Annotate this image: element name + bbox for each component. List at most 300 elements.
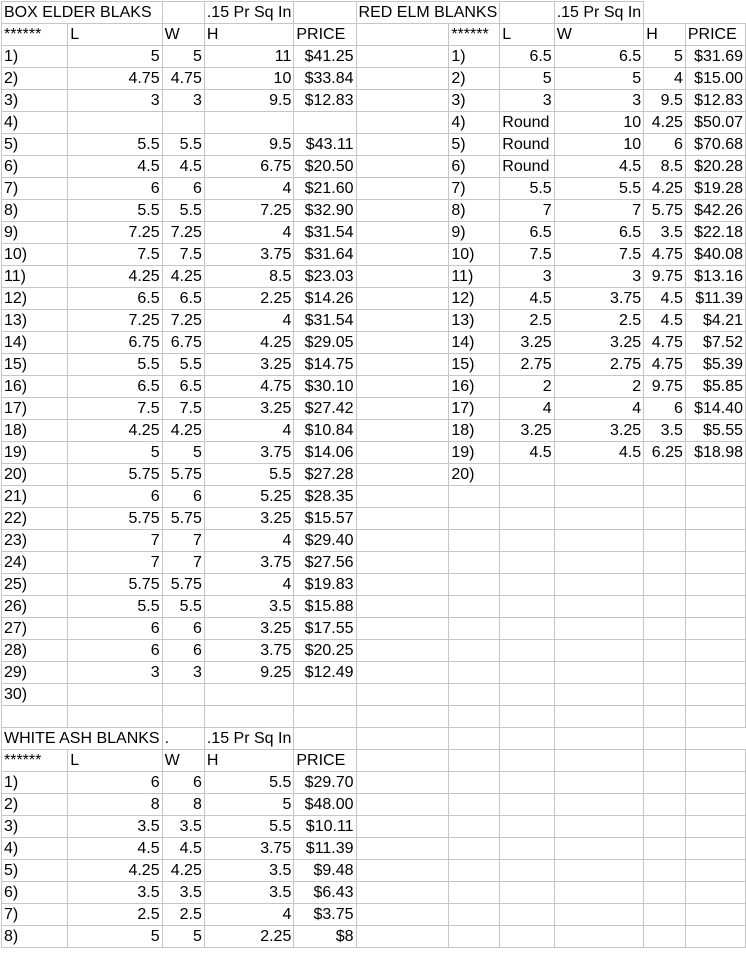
height-value[interactable]: 5.5: [204, 772, 294, 794]
rate-label[interactable]: .15 Pr Sq In: [204, 728, 294, 750]
price-value[interactable]: [294, 112, 356, 134]
row-number[interactable]: 29): [2, 662, 68, 684]
height-value[interactable]: 3.25: [204, 398, 294, 420]
row-number[interactable]: 17): [2, 398, 68, 420]
height-value[interactable]: 4.25: [204, 332, 294, 354]
section-dot[interactable]: .: [162, 728, 204, 750]
length-value[interactable]: 3.25: [500, 420, 554, 442]
empty-cell[interactable]: [685, 794, 745, 816]
empty-cell[interactable]: [449, 772, 500, 794]
width-value[interactable]: 5.5: [162, 354, 204, 376]
price-value[interactable]: $33.84: [294, 68, 356, 90]
width-value[interactable]: 6.5: [162, 376, 204, 398]
row-number[interactable]: 18): [449, 420, 500, 442]
width-value[interactable]: 6: [162, 618, 204, 640]
length-value[interactable]: Round: [500, 156, 554, 178]
length-value[interactable]: 5.75: [68, 464, 162, 486]
empty-cell[interactable]: [449, 904, 500, 926]
section-title[interactable]: BOX ELDER BLAKS: [2, 2, 163, 24]
price-value[interactable]: $23.03: [294, 266, 356, 288]
row-number[interactable]: 16): [449, 376, 500, 398]
empty-cell[interactable]: [554, 574, 644, 596]
width-value[interactable]: 3.25: [554, 420, 644, 442]
empty-cell[interactable]: [644, 640, 686, 662]
column-header-price[interactable]: PRICE: [685, 24, 745, 46]
row-number[interactable]: 4): [2, 838, 68, 860]
row-number[interactable]: 7): [449, 178, 500, 200]
row-number[interactable]: 12): [449, 288, 500, 310]
row-number[interactable]: 14): [2, 332, 68, 354]
width-value[interactable]: 6.5: [554, 46, 644, 68]
length-value[interactable]: [500, 464, 554, 486]
height-value[interactable]: 9.75: [644, 376, 686, 398]
empty-cell[interactable]: [449, 816, 500, 838]
height-value[interactable]: 11: [204, 46, 294, 68]
price-value[interactable]: $20.50: [294, 156, 356, 178]
price-value[interactable]: $30.10: [294, 376, 356, 398]
height-value[interactable]: 9.25: [204, 662, 294, 684]
empty-cell[interactable]: [554, 816, 644, 838]
empty-cell[interactable]: [356, 354, 449, 376]
length-value[interactable]: 5.5: [68, 134, 162, 156]
width-value[interactable]: [162, 112, 204, 134]
empty-cell[interactable]: [449, 508, 500, 530]
height-value[interactable]: 3.5: [204, 596, 294, 618]
length-value[interactable]: 5.5: [68, 596, 162, 618]
empty-cell[interactable]: [356, 508, 449, 530]
height-value[interactable]: 2.25: [204, 288, 294, 310]
length-value[interactable]: 6.5: [68, 288, 162, 310]
price-value[interactable]: $7.52: [685, 332, 745, 354]
height-value[interactable]: 5: [644, 46, 686, 68]
row-number[interactable]: 6): [2, 156, 68, 178]
empty-cell[interactable]: [554, 926, 644, 948]
height-value[interactable]: 2.25: [204, 926, 294, 948]
length-value[interactable]: 6: [68, 178, 162, 200]
length-value[interactable]: 5.75: [68, 574, 162, 596]
length-value[interactable]: 7.5: [68, 398, 162, 420]
width-value[interactable]: 8: [162, 794, 204, 816]
height-value[interactable]: 4.25: [644, 178, 686, 200]
width-value[interactable]: 4.5: [162, 838, 204, 860]
row-number[interactable]: 19): [449, 442, 500, 464]
length-value[interactable]: 3: [500, 266, 554, 288]
height-value[interactable]: 3.75: [204, 552, 294, 574]
empty-cell[interactable]: [644, 750, 686, 772]
empty-cell[interactable]: [162, 2, 204, 24]
width-value[interactable]: 6.5: [162, 288, 204, 310]
empty-cell[interactable]: [500, 486, 554, 508]
row-number[interactable]: 13): [449, 310, 500, 332]
column-header-price[interactable]: PRICE: [294, 750, 356, 772]
price-value[interactable]: $20.25: [294, 640, 356, 662]
empty-cell[interactable]: [554, 662, 644, 684]
height-value[interactable]: 4.75: [644, 244, 686, 266]
empty-cell[interactable]: [685, 508, 745, 530]
row-number[interactable]: 20): [2, 464, 68, 486]
empty-cell[interactable]: [356, 574, 449, 596]
empty-cell[interactable]: [685, 486, 745, 508]
row-number[interactable]: 2): [449, 68, 500, 90]
width-value[interactable]: 5.75: [162, 508, 204, 530]
width-value[interactable]: 7.5: [162, 244, 204, 266]
width-value[interactable]: 7: [162, 530, 204, 552]
length-value[interactable]: 6: [68, 640, 162, 662]
height-value[interactable]: 4: [204, 420, 294, 442]
length-value[interactable]: 4.5: [500, 442, 554, 464]
empty-cell[interactable]: [554, 838, 644, 860]
length-value[interactable]: 4.25: [68, 420, 162, 442]
row-number[interactable]: 4): [2, 112, 68, 134]
empty-cell[interactable]: [685, 904, 745, 926]
row-number[interactable]: 8): [449, 200, 500, 222]
length-value[interactable]: 7.25: [68, 222, 162, 244]
empty-cell[interactable]: [500, 794, 554, 816]
row-number[interactable]: 18): [2, 420, 68, 442]
empty-cell[interactable]: [500, 530, 554, 552]
empty-cell[interactable]: [356, 552, 449, 574]
width-value[interactable]: 3.5: [162, 816, 204, 838]
price-value[interactable]: $11.39: [685, 288, 745, 310]
row-number[interactable]: 9): [449, 222, 500, 244]
empty-cell[interactable]: [356, 24, 449, 46]
price-value[interactable]: $50.07: [685, 112, 745, 134]
empty-cell[interactable]: [554, 860, 644, 882]
row-number[interactable]: 24): [2, 552, 68, 574]
column-header-w[interactable]: W: [162, 750, 204, 772]
length-value[interactable]: 5: [500, 68, 554, 90]
empty-cell[interactable]: [356, 640, 449, 662]
empty-cell[interactable]: [500, 508, 554, 530]
row-number[interactable]: 1): [2, 772, 68, 794]
length-value[interactable]: 4.5: [500, 288, 554, 310]
length-value[interactable]: 4.75: [68, 68, 162, 90]
width-value[interactable]: 2.5: [554, 310, 644, 332]
length-value[interactable]: 4.5: [68, 156, 162, 178]
empty-cell[interactable]: [500, 640, 554, 662]
empty-cell[interactable]: [685, 772, 745, 794]
empty-cell[interactable]: [356, 728, 449, 750]
empty-cell[interactable]: [500, 552, 554, 574]
stars-header[interactable]: ******: [2, 750, 68, 772]
height-value[interactable]: 6: [644, 398, 686, 420]
empty-cell[interactable]: [356, 838, 449, 860]
width-value[interactable]: 7.25: [162, 222, 204, 244]
price-value[interactable]: $40.08: [685, 244, 745, 266]
empty-cell[interactable]: [2, 706, 68, 728]
length-value[interactable]: 6.75: [68, 332, 162, 354]
length-value[interactable]: 5.5: [68, 354, 162, 376]
empty-cell[interactable]: [356, 618, 449, 640]
height-value[interactable]: 3.5: [204, 882, 294, 904]
price-value[interactable]: $12.83: [294, 90, 356, 112]
row-number[interactable]: 11): [2, 266, 68, 288]
width-value[interactable]: [162, 684, 204, 706]
empty-cell[interactable]: [644, 552, 686, 574]
width-value[interactable]: 3: [554, 90, 644, 112]
empty-cell[interactable]: [685, 662, 745, 684]
width-value[interactable]: 2.75: [554, 354, 644, 376]
length-value[interactable]: 6: [68, 486, 162, 508]
empty-cell[interactable]: [554, 706, 644, 728]
empty-cell[interactable]: [644, 662, 686, 684]
row-number[interactable]: 13): [2, 310, 68, 332]
empty-cell[interactable]: [644, 728, 686, 750]
height-value[interactable]: 4: [204, 178, 294, 200]
length-value[interactable]: 5.5: [68, 200, 162, 222]
length-value[interactable]: 8: [68, 794, 162, 816]
empty-cell[interactable]: [356, 200, 449, 222]
price-value[interactable]: $15.57: [294, 508, 356, 530]
width-value[interactable]: 5.5: [162, 200, 204, 222]
width-value[interactable]: 4.75: [162, 68, 204, 90]
price-value[interactable]: $18.98: [685, 442, 745, 464]
empty-cell[interactable]: [356, 926, 449, 948]
height-value[interactable]: 5.25: [204, 486, 294, 508]
empty-cell[interactable]: [500, 772, 554, 794]
height-value[interactable]: 3.75: [204, 244, 294, 266]
empty-cell[interactable]: [449, 530, 500, 552]
empty-cell[interactable]: [685, 926, 745, 948]
empty-cell[interactable]: [685, 816, 745, 838]
height-value[interactable]: 4.75: [644, 332, 686, 354]
empty-cell[interactable]: [685, 552, 745, 574]
length-value[interactable]: 6: [68, 618, 162, 640]
length-value[interactable]: 2.5: [500, 310, 554, 332]
price-value[interactable]: $15.88: [294, 596, 356, 618]
height-value[interactable]: 5: [204, 794, 294, 816]
width-value[interactable]: 5.75: [162, 464, 204, 486]
price-value[interactable]: $12.83: [685, 90, 745, 112]
row-number[interactable]: 7): [2, 178, 68, 200]
empty-cell[interactable]: [449, 640, 500, 662]
empty-cell[interactable]: [644, 574, 686, 596]
row-number[interactable]: 26): [2, 596, 68, 618]
row-number[interactable]: 7): [2, 904, 68, 926]
length-value[interactable]: 4.5: [68, 838, 162, 860]
width-value[interactable]: 10: [554, 112, 644, 134]
price-value[interactable]: $9.48: [294, 860, 356, 882]
empty-cell[interactable]: [644, 684, 686, 706]
row-number[interactable]: 12): [2, 288, 68, 310]
empty-cell[interactable]: [356, 310, 449, 332]
width-value[interactable]: 7.5: [554, 244, 644, 266]
empty-cell[interactable]: [685, 530, 745, 552]
empty-cell[interactable]: [644, 596, 686, 618]
length-value[interactable]: 6.5: [500, 46, 554, 68]
empty-cell[interactable]: [449, 552, 500, 574]
height-value[interactable]: 3.5: [644, 222, 686, 244]
length-value[interactable]: 3.5: [68, 882, 162, 904]
empty-cell[interactable]: [500, 662, 554, 684]
row-number[interactable]: 2): [2, 68, 68, 90]
price-value[interactable]: $29.05: [294, 332, 356, 354]
empty-cell[interactable]: [554, 530, 644, 552]
empty-cell[interactable]: [449, 728, 500, 750]
empty-cell[interactable]: [356, 244, 449, 266]
empty-cell[interactable]: [356, 266, 449, 288]
empty-cell[interactable]: [500, 904, 554, 926]
price-value[interactable]: $32.90: [294, 200, 356, 222]
width-value[interactable]: 3: [162, 90, 204, 112]
width-value[interactable]: 6: [162, 772, 204, 794]
price-value[interactable]: $31.69: [685, 46, 745, 68]
price-value[interactable]: $27.42: [294, 398, 356, 420]
height-value[interactable]: 8.5: [644, 156, 686, 178]
price-value[interactable]: $15.00: [685, 68, 745, 90]
width-value[interactable]: 5.5: [162, 134, 204, 156]
empty-cell[interactable]: [356, 772, 449, 794]
width-value[interactable]: 3: [554, 266, 644, 288]
height-value[interactable]: 3.25: [204, 508, 294, 530]
price-value[interactable]: $27.56: [294, 552, 356, 574]
width-value[interactable]: 3.5: [162, 882, 204, 904]
row-number[interactable]: 19): [2, 442, 68, 464]
length-value[interactable]: 2.75: [500, 354, 554, 376]
width-value[interactable]: 3: [162, 662, 204, 684]
row-number[interactable]: 6): [2, 882, 68, 904]
empty-cell[interactable]: [356, 332, 449, 354]
width-value[interactable]: 5: [162, 442, 204, 464]
height-value[interactable]: 6.75: [204, 156, 294, 178]
price-value[interactable]: $19.28: [685, 178, 745, 200]
price-value[interactable]: $27.28: [294, 464, 356, 486]
width-value[interactable]: 4.25: [162, 420, 204, 442]
price-value[interactable]: $19.83: [294, 574, 356, 596]
length-value[interactable]: 5.75: [68, 508, 162, 530]
height-value[interactable]: 3.75: [204, 442, 294, 464]
stars-header[interactable]: ******: [449, 24, 500, 46]
length-value[interactable]: 3: [68, 90, 162, 112]
empty-cell[interactable]: [500, 750, 554, 772]
empty-cell[interactable]: [644, 926, 686, 948]
price-value[interactable]: $3.75: [294, 904, 356, 926]
height-value[interactable]: 3.75: [204, 838, 294, 860]
empty-cell[interactable]: [554, 772, 644, 794]
height-value[interactable]: 9.5: [204, 134, 294, 156]
column-header-price[interactable]: PRICE: [294, 24, 356, 46]
empty-cell[interactable]: [500, 2, 554, 24]
length-value[interactable]: 3: [500, 90, 554, 112]
length-value[interactable]: 7: [68, 552, 162, 574]
empty-cell[interactable]: [685, 596, 745, 618]
row-number[interactable]: 3): [2, 816, 68, 838]
length-value[interactable]: 6.5: [68, 376, 162, 398]
width-value[interactable]: 6: [162, 486, 204, 508]
length-value[interactable]: 7.5: [68, 244, 162, 266]
price-value[interactable]: $17.55: [294, 618, 356, 640]
width-value[interactable]: 6.5: [554, 222, 644, 244]
empty-cell[interactable]: [356, 46, 449, 68]
width-value[interactable]: 5.75: [162, 574, 204, 596]
empty-cell[interactable]: [449, 706, 500, 728]
price-value[interactable]: $6.43: [294, 882, 356, 904]
empty-cell[interactable]: [356, 442, 449, 464]
row-number[interactable]: 28): [2, 640, 68, 662]
rate-label[interactable]: .15 Pr Sq In: [554, 2, 644, 24]
empty-cell[interactable]: [356, 882, 449, 904]
empty-cell[interactable]: [685, 706, 745, 728]
length-value[interactable]: [68, 112, 162, 134]
empty-cell[interactable]: [644, 838, 686, 860]
empty-cell[interactable]: [644, 772, 686, 794]
length-value[interactable]: 5: [68, 442, 162, 464]
row-number[interactable]: 20): [449, 464, 500, 486]
height-value[interactable]: 4: [204, 904, 294, 926]
empty-cell[interactable]: [554, 904, 644, 926]
empty-cell[interactable]: [554, 882, 644, 904]
row-number[interactable]: 6): [449, 156, 500, 178]
width-value[interactable]: 5.5: [162, 596, 204, 618]
price-value[interactable]: $10.11: [294, 816, 356, 838]
row-number[interactable]: 16): [2, 376, 68, 398]
empty-cell[interactable]: [356, 486, 449, 508]
height-value[interactable]: 4.75: [644, 354, 686, 376]
empty-cell[interactable]: [356, 398, 449, 420]
empty-cell[interactable]: [685, 640, 745, 662]
width-value[interactable]: 7.25: [162, 310, 204, 332]
height-value[interactable]: 4.5: [644, 288, 686, 310]
price-value[interactable]: $20.28: [685, 156, 745, 178]
height-value[interactable]: 4: [204, 310, 294, 332]
height-value[interactable]: 9.5: [204, 90, 294, 112]
empty-cell[interactable]: [644, 816, 686, 838]
length-value[interactable]: 2.5: [68, 904, 162, 926]
empty-cell[interactable]: [644, 706, 686, 728]
length-value[interactable]: 2: [500, 376, 554, 398]
length-value[interactable]: 4.25: [68, 860, 162, 882]
empty-cell[interactable]: [644, 860, 686, 882]
price-value[interactable]: $10.84: [294, 420, 356, 442]
height-value[interactable]: [204, 684, 294, 706]
price-value[interactable]: [294, 684, 356, 706]
empty-cell[interactable]: [356, 464, 449, 486]
empty-cell[interactable]: [644, 508, 686, 530]
column-header-l[interactable]: L: [500, 24, 554, 46]
price-value[interactable]: $43.11: [294, 134, 356, 156]
empty-cell[interactable]: [500, 860, 554, 882]
length-value[interactable]: 7.25: [68, 310, 162, 332]
price-value[interactable]: $14.06: [294, 442, 356, 464]
width-value[interactable]: 4.5: [162, 156, 204, 178]
row-number[interactable]: 27): [2, 618, 68, 640]
empty-cell[interactable]: [356, 68, 449, 90]
empty-cell[interactable]: [294, 728, 356, 750]
height-value[interactable]: 9.5: [644, 90, 686, 112]
row-number[interactable]: 10): [449, 244, 500, 266]
length-value[interactable]: 4: [500, 398, 554, 420]
empty-cell[interactable]: [685, 860, 745, 882]
column-header-h[interactable]: H: [204, 24, 294, 46]
row-number[interactable]: 4): [449, 112, 500, 134]
row-number[interactable]: 9): [2, 222, 68, 244]
length-value[interactable]: [68, 684, 162, 706]
price-value[interactable]: $13.16: [685, 266, 745, 288]
height-value[interactable]: 5.5: [204, 816, 294, 838]
width-value[interactable]: 5: [162, 926, 204, 948]
stars-header[interactable]: ******: [2, 24, 68, 46]
row-number[interactable]: 1): [449, 46, 500, 68]
width-value[interactable]: 3.25: [554, 332, 644, 354]
price-value[interactable]: $29.70: [294, 772, 356, 794]
empty-cell[interactable]: [449, 618, 500, 640]
empty-cell[interactable]: [356, 706, 449, 728]
empty-cell[interactable]: [500, 706, 554, 728]
width-value[interactable]: 5: [554, 68, 644, 90]
height-value[interactable]: 10: [204, 68, 294, 90]
empty-cell[interactable]: [449, 684, 500, 706]
width-value[interactable]: 4.5: [554, 156, 644, 178]
